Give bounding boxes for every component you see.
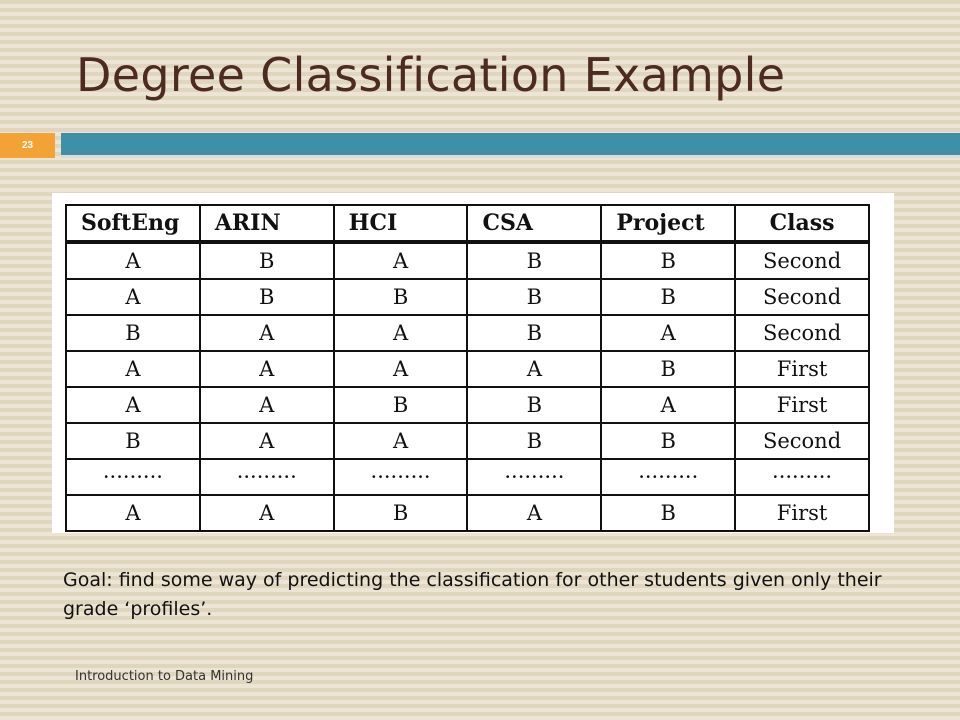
header-csa: CSA [467,205,601,242]
header-arin: ARIN [200,205,334,242]
table-cell: B [334,495,468,531]
table-cell: B [467,315,601,351]
table-cell: A [467,495,601,531]
table-cell: A [66,279,200,315]
table-cell: A [66,351,200,387]
table-cell: ········· [334,459,468,495]
table-cell: B [601,423,735,459]
table-cell: A [334,423,468,459]
table-cell: A [334,242,468,279]
table-cell: ········· [66,459,200,495]
table-cell: A [66,387,200,423]
table-cell: B [334,279,468,315]
table-cell: First [735,351,869,387]
slide-number: 23 [0,133,55,158]
grades-table [65,204,870,532]
table-row [66,423,869,459]
table-cell: First [735,495,869,531]
table-row [66,242,869,279]
table-cell: A [601,315,735,351]
table-cell: B [601,242,735,279]
table-row [66,459,869,495]
goal-text: Goal: find some way of predicting the classification for other students given only their grade ‘profiles’. [63,569,882,620]
header-softeng: SoftEng [66,205,200,242]
table-image-frame [52,193,894,533]
table-cell: Second [735,242,869,279]
table-cell: B [467,423,601,459]
table-cell: A [601,387,735,423]
footer-text: Introduction to Data Mining [75,669,254,684]
table-cell: A [66,242,200,279]
table-cell: Second [735,423,869,459]
slide-title: Degree Classification Example [76,48,786,102]
table-row [66,315,869,351]
table-cell: A [200,315,334,351]
table-row [66,387,869,423]
table-cell: ········· [735,459,869,495]
table-cell: B [467,279,601,315]
table-cell: ········· [467,459,601,495]
table-cell: B [601,351,735,387]
table-cell: B [66,315,200,351]
table-cell: B [601,495,735,531]
table-cell: A [66,495,200,531]
header-project: Project [601,205,735,242]
table-cell: Second [735,279,869,315]
table-cell: A [467,351,601,387]
table-cell: B [334,387,468,423]
table-cell: A [200,423,334,459]
table-cell: B [601,279,735,315]
table-cell: B [200,279,334,315]
table-row [66,279,869,315]
accent-bar [61,133,960,158]
table-row [66,351,869,387]
table-cell: A [200,387,334,423]
table-cell: Second [735,315,869,351]
table-cell: A [334,351,468,387]
table-cell: B [66,423,200,459]
table-cell: A [200,495,334,531]
table-row [66,495,869,531]
table-header-row [66,205,869,242]
header-hci: HCI [334,205,468,242]
table-body [66,242,869,531]
table-cell: B [467,242,601,279]
table-cell: First [735,387,869,423]
table-cell: ········· [601,459,735,495]
table-cell: B [200,242,334,279]
table-cell: A [334,315,468,351]
table-cell: ········· [200,459,334,495]
header-class: Class [735,205,869,242]
table-cell: B [467,387,601,423]
table-cell: A [200,351,334,387]
